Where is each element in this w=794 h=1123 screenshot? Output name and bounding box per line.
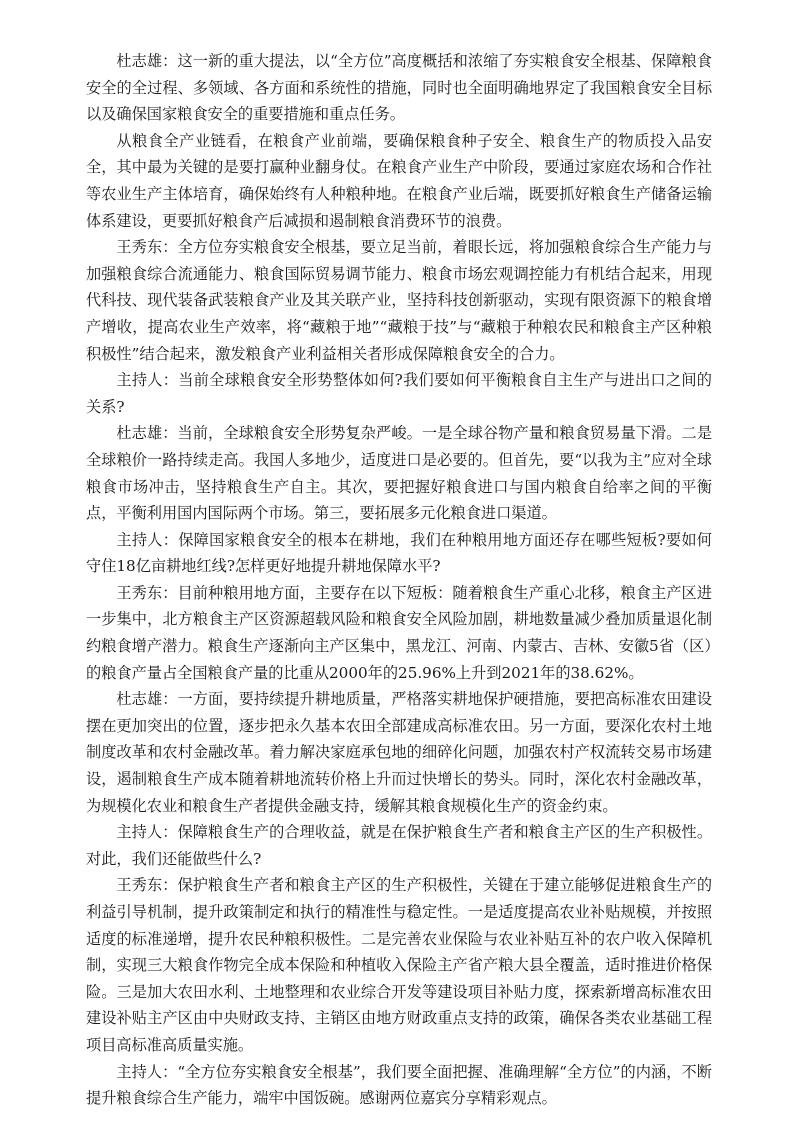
paragraph-industry-chain: 从粮食全产业链看，在粮食产业前端，要确保粮食种子安全、粮食生产的物质投入品安全，其中最为关键的是要打赢种业翻身仗。在粮食产业生产中阶段，要通过家庭农场和合作社等农业生产主体培育，确保始终有人种粮种地。在粮食产业后端，既要抓好粮食生产储备运输体系建设，更要抓好粮食产后减损和遏制粮食消费环节的浪费。	[86, 131, 712, 230]
paragraph-du-zhixiong-3: 杜志雄：一方面，要持续提升耕地质量，严格落实耕地保护硬措施，要把高标准农田建设摆在更加突出的位置，逐步把永久基本农田全部建成高标准农田。另一方面，要深化农村土地制度改革和农村金融改革。着力解决家庭承包地的细碎化问题，加强农村产权流转交易市场建设，遏制粮食生产成本随着耕地流转价格上升而过快增长的势头。同时，深化农村金融改革，为规模化农业和粮食生产者提供金融支持，缓解其粮食规模化生产的资金约束。	[86, 690, 712, 815]
paragraph-du-zhixiong-2: 杜志雄：当前，全球粮食安全形势复杂严峻。一是全球谷物产量和粮食贸易量下滑。二是全球粮价一路持续走高。我国人多地少，适度进口是必要的。但首先，要“以我为主”应对全球粮食市场冲击，坚持粮食生产自主。其次，要把握好粮食进口与国内粮食自给率之间的平衡点，平衡利用国内国际两个市场。第三，要拓展多元化粮食进口渠道。	[86, 424, 712, 523]
paragraph-du-zhixiong-1: 杜志雄：这一新的重大提法，以“全方位”高度概括和浓缩了夯实粮食安全根基、保障粮食安全的全过程、多领域、各方面和系统性的措施，同时也全面明确地界定了我国粮食安全目标以及确保国家粮食安全的重要措施和重点任务。	[86, 52, 712, 124]
paragraph-host-question-3: 主持人：保障粮食生产的合理收益，就是在保护粮食生产者和粮食主产区的生产积极性。对此，我们还能做些什么?	[86, 823, 712, 868]
paragraph-host-question-1: 主持人：当前全球粮食安全形势整体如何?我们要如何平衡粮食自主生产与进出口之间的关系?	[86, 371, 712, 416]
paragraph-host-question-2: 主持人：保障国家粮食安全的根本在耕地，我们在种粮用地方面还存在哪些短板?要如何守住18亿亩耕地红线?怎样更好地提升耕地保障水平?	[86, 530, 712, 576]
paragraph-wang-xiudong-1: 王秀东：全方位夯实粮食安全根基，要立足当前，着眼长远，将加强粮食综合生产能力与加强粮食综合流通能力、粮食国际贸易调节能力、粮食市场宏观调控能力有机结合起来，用现代科技、现代装备武装粮食产业及其关联产业，坚持科技创新驱动，实现有限资源下的粮食增产增收，提高农业生产效率，将“藏粮于地”“藏粮于技”与“藏粮于种粮农民和粮食主产区种粮积极性”结合起来，激发粮食产业利益相关者形成保障粮食安全的合力。	[86, 238, 712, 363]
paragraph-wang-xiudong-3: 王秀东：保护粮食生产者和粮食主产区的生产积极性，关键在于建立能够促进粮食生产的利益引导机制，提升政策制定和执行的精准性与稳定性。一是适度提高农业补贴规模，并按照适度的标准递增，提升农民种粮积极性。二是完善农业保险与农业补贴互补的农户收入保障机制，实现三大粮食作物完全成本保险和种植收入保险主产省产粮大县全覆盖，适时推进价格保险。三是加大农田水利、土地整理和农业综合开发等建设项目补贴力度，探索新增高标准农田建设补贴主产区由中央财政支持、主销区由地方财政重点支持的政策，确保各类农业基础工程项目高标准高质量实施。	[86, 876, 712, 1054]
paragraph-host-closing: 主持人：“全方位夯实粮食安全根基”，我们要全面把握、准确理解“全方位”的内涵，不断提升粮食综合生产能力，端牢中国饭碗。感谢两位嘉宾分享精彩观点。	[86, 1062, 712, 1108]
paragraph-wang-xiudong-2: 王秀东：目前种粮用地方面，主要存在以下短板：随着粮食生产重心北移，粮食主产区进一步集中，北方粮食主产区资源超载风险和粮食安全风险加剧，耕地数量减少叠加质量退化制约粮食增产潜力。粮食生产逐渐向主产区集中，黑龙江、河南、内蒙古、吉林、安徽5省（区）的粮食产量占全国粮食产量的比重从2000年的25.96%上升到2021年的38.62%。	[86, 583, 712, 682]
